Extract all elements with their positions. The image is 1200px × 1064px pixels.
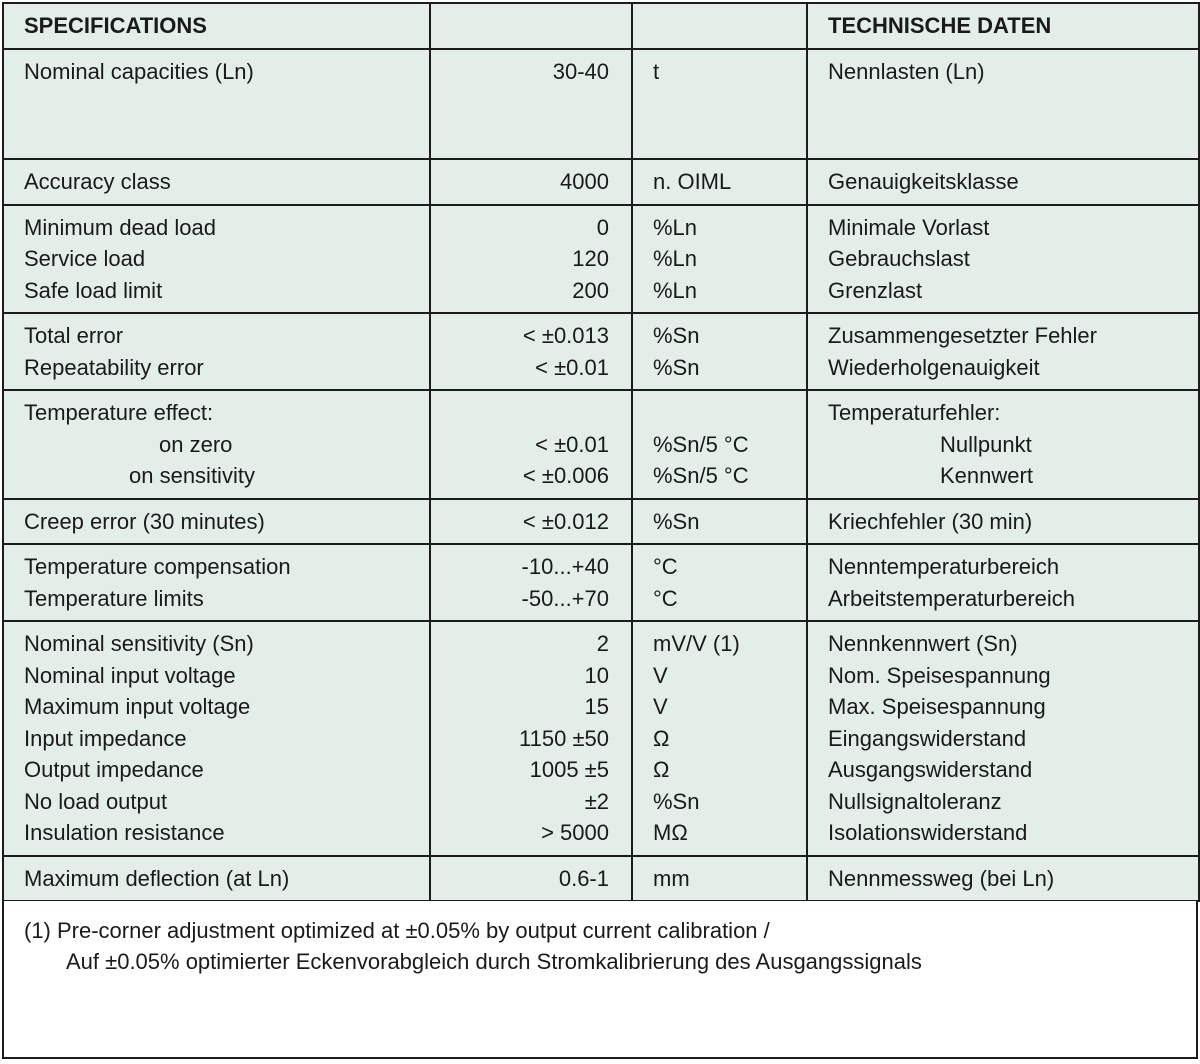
unit-cell: [632, 856, 807, 902]
label-cell: [3, 205, 430, 314]
spec-label: Repeatability error: [24, 354, 204, 380]
spec-unit: t: [653, 59, 660, 84]
spec-value: < ±0.01: [535, 431, 609, 457]
german-cell: [807, 544, 1199, 621]
group-accuracy: [3, 159, 1199, 205]
spec-label: on sensitivity: [129, 463, 255, 488]
spec-value: 15: [584, 694, 609, 719]
group-temperature-range: [3, 544, 1199, 621]
label-cell: [3, 390, 430, 499]
value-cell: [430, 390, 632, 499]
spec-label: Temperature effect:: [24, 400, 214, 425]
spec-label-de: Nullpunkt: [940, 431, 1032, 457]
label-cell: [3, 621, 430, 856]
group-electrical: [3, 621, 1199, 856]
footnote-line-2: Auf ±0.05% optimierter Eckenvorabgleich durch Stromkalibrierung des Ausgangssignals: [66, 949, 922, 974]
spec-label-de: Nullsignaltoleranz: [828, 788, 1002, 814]
spec-label-de: Zusammengesetzter Fehler: [828, 323, 1097, 348]
value-cell: [430, 544, 632, 621]
german-cell: [807, 621, 1199, 856]
spec-value: -50...+70: [521, 585, 609, 611]
spec-label-de: Genauigkeitsklasse: [828, 169, 1019, 194]
spec-unit: Ω: [653, 725, 670, 751]
spec-unit: %Sn: [653, 323, 700, 348]
spec-value: 1005 ±5: [529, 757, 609, 782]
spec-label: No load output: [24, 788, 168, 814]
value-cell: [430, 499, 632, 545]
unit-cell: [632, 313, 807, 390]
spec-label-de: Nom. Speisespannung: [828, 662, 1051, 688]
spec-label-de: Temperaturfehler:: [828, 400, 1001, 425]
spec-label: Input impedance: [24, 725, 187, 751]
spec-unit: [653, 397, 806, 429]
spec-unit: mm: [653, 865, 690, 891]
spec-unit: %Sn: [653, 508, 700, 534]
spec-unit: %Sn/5 °C: [653, 431, 749, 457]
header-empty-unit: [632, 3, 807, 49]
spec-label: Output impedance: [24, 757, 204, 782]
spec-value: > 5000: [541, 820, 609, 845]
spec-label: Safe load limit: [24, 277, 163, 303]
spec-label: on zero: [159, 431, 233, 457]
unit-cell: [632, 49, 807, 159]
spec-value: 1150 ±50: [519, 725, 609, 751]
group-deflection: [3, 856, 1199, 902]
value-cell: [430, 621, 632, 856]
spec-label-de: Nenntemperaturbereich: [828, 554, 1060, 579]
spec-label: Creep error (30 minutes): [24, 508, 265, 534]
spec-unit: V: [653, 662, 668, 688]
label-cell: [3, 544, 430, 621]
value-cell: [430, 49, 632, 159]
german-cell: [807, 159, 1199, 205]
spec-unit: Ω: [653, 757, 670, 782]
spec-label: Insulation resistance: [24, 820, 225, 845]
spec-value: 120: [572, 246, 609, 271]
unit-cell: [632, 544, 807, 621]
label-cell: [3, 49, 430, 159]
spec-value: < ±0.006: [522, 463, 609, 488]
spec-unit: %Ln: [653, 214, 698, 240]
spec-label-de: Wiederholgenauigkeit: [828, 354, 1040, 380]
spec-value: -10...+40: [521, 554, 609, 579]
footnote-text: [24, 915, 922, 977]
german-cell: [807, 499, 1199, 545]
spec-label: Accuracy class: [24, 169, 171, 194]
group-creep: [3, 499, 1199, 545]
spec-label-de: Nennmessweg (bei Ln): [828, 865, 1055, 891]
unit-cell: [632, 159, 807, 205]
spec-label: Service load: [24, 246, 146, 271]
header-specifications: SPECIFICATIONS: [3, 3, 430, 49]
spec-label-de: Kriechfehler (30 min): [828, 508, 1033, 534]
spec-label: Nominal capacities (Ln): [24, 59, 254, 84]
spec-value: 2: [596, 631, 609, 656]
group-capacity: [3, 49, 1199, 159]
spec-value: 30-40: [552, 59, 609, 84]
group-errors: [3, 313, 1199, 390]
spec-unit: MΩ: [653, 820, 688, 845]
header-empty-value: [430, 3, 632, 49]
spec-value: 4000: [560, 169, 609, 194]
spec-label-de: Ausgangswiderstand: [828, 757, 1033, 782]
unit-cell: [632, 499, 807, 545]
value-cell: [430, 856, 632, 902]
german-cell: [807, 313, 1199, 390]
header-row: [3, 3, 1199, 49]
spec-unit: %Ln: [653, 246, 698, 271]
german-cell: [807, 856, 1199, 902]
value-cell: [430, 205, 632, 314]
value-cell: [430, 313, 632, 390]
spec-label: Temperature limits: [24, 585, 204, 611]
spec-table: [2, 2, 1200, 902]
spec-unit: %Sn: [653, 788, 700, 814]
spec-label-de: Kennwert: [940, 463, 1033, 488]
spec-label: Maximum deflection (at Ln): [24, 865, 290, 891]
spec-unit: °C: [653, 585, 678, 611]
label-cell: [3, 499, 430, 545]
spec-unit: %Sn: [653, 354, 700, 380]
label-cell: [3, 313, 430, 390]
spec-label-de: Nennkennwert (Sn): [828, 631, 1018, 656]
spec-value: [431, 397, 609, 429]
spec-label-de: Minimale Vorlast: [828, 214, 990, 240]
spec-label: Nominal input voltage: [24, 662, 236, 688]
spec-label: Maximum input voltage: [24, 694, 251, 719]
spec-label: Minimum dead load: [24, 214, 216, 240]
spec-value: < ±0.013: [522, 323, 609, 348]
spec-label: Nominal sensitivity (Sn): [24, 631, 254, 656]
spec-unit: %Ln: [653, 277, 698, 303]
group-temperature-effect: [3, 390, 1199, 499]
spec-label: Temperature compensation: [24, 554, 291, 579]
spec-unit: °C: [653, 554, 678, 579]
spec-value: ±2: [584, 788, 609, 814]
spec-label-de: Gebrauchslast: [828, 246, 970, 271]
german-cell: [807, 390, 1199, 499]
label-cell: [3, 159, 430, 205]
footnote-line-1: (1) Pre-corner adjustment optimized at ±0.05% by output current calibration /: [24, 918, 770, 943]
spec-unit: %Sn/5 °C: [653, 463, 749, 488]
spec-unit: V: [653, 694, 668, 719]
footnote-box: [2, 901, 1198, 1059]
german-cell: [807, 205, 1199, 314]
group-loads: [3, 205, 1199, 314]
spec-value: 200: [572, 277, 609, 303]
spec-value: 0: [596, 214, 609, 240]
unit-cell: [632, 390, 807, 499]
spec-label-de: Eingangswiderstand: [828, 725, 1027, 751]
spec-value: 10: [584, 662, 609, 688]
spec-label-de: Grenzlast: [828, 277, 923, 303]
spec-label-de: Arbeitstemperaturbereich: [828, 585, 1076, 611]
spec-label-de: Isolationswiderstand: [828, 820, 1028, 845]
spec-label-de: Max. Speisespannung: [828, 694, 1046, 719]
spec-value: < ±0.012: [522, 508, 609, 534]
spec-label-de: Nennlasten (Ln): [828, 59, 985, 84]
spec-label: Total error: [24, 323, 124, 348]
unit-cell: [632, 205, 807, 314]
spec-unit: n. OIML: [653, 169, 732, 194]
spec-value: 0.6-1: [558, 865, 609, 891]
label-cell: [3, 856, 430, 902]
german-cell: [807, 49, 1199, 159]
value-cell: [430, 159, 632, 205]
spec-unit: mV/V (1): [653, 631, 740, 656]
spec-value: < ±0.01: [535, 354, 609, 380]
unit-cell: [632, 621, 807, 856]
header-technische-daten: TECHNISCHE DATEN: [807, 3, 1199, 49]
